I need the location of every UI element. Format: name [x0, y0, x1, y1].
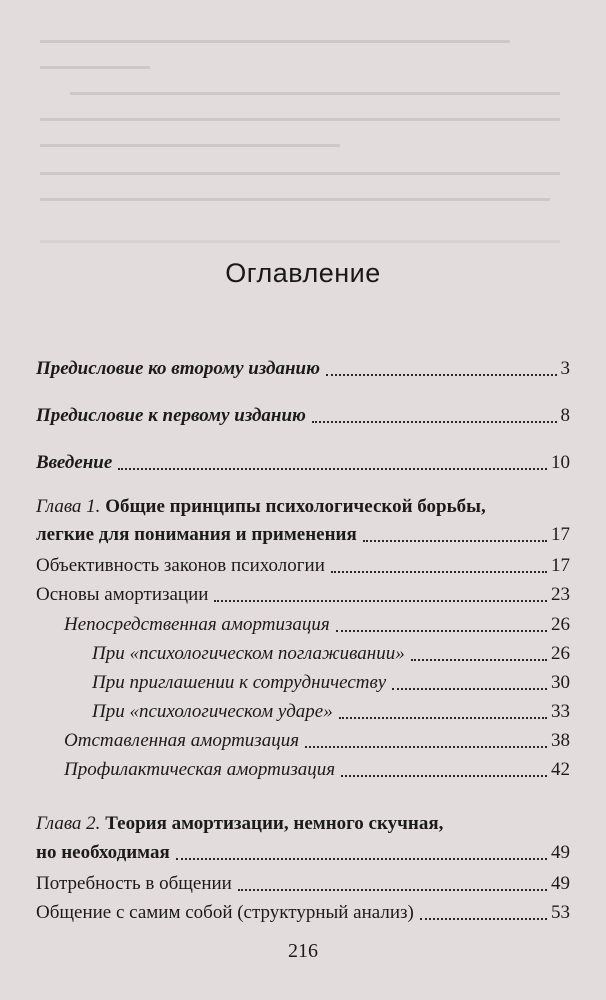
toc-page-number: 8 [560, 405, 570, 426]
toc-entry-title: Непосредственная амортизация [64, 614, 330, 635]
toc-page-number: 42 [551, 759, 570, 780]
toc-entry-direct[interactable] [0, 612, 606, 638]
toc-page-number: 49 [551, 842, 570, 863]
page-title: Оглавление [225, 258, 381, 288]
toc-page-number: 26 [551, 643, 570, 664]
toc-entry-communication[interactable] [0, 871, 606, 897]
toc-entry-blow[interactable] [0, 699, 606, 725]
leader-dots [392, 688, 547, 690]
toc-entry-self[interactable] [0, 900, 606, 926]
toc-entry-basics[interactable] [0, 582, 606, 608]
toc-chapter1-heading[interactable] [36, 494, 486, 520]
toc-entry-preface-first[interactable] [0, 403, 606, 429]
toc-entry-title: Предисловие к первому изданию [36, 405, 306, 426]
toc-entry-chapter1[interactable] [0, 522, 606, 548]
toc-entry-title: Основы амортизации [36, 584, 209, 605]
toc-entry-title: При «психологическом ударе» [92, 701, 333, 722]
toc-page-number: 17 [551, 524, 570, 545]
toc-entry-introduction[interactable] [0, 450, 606, 476]
toc-page-number: 10 [551, 452, 570, 473]
show-through-text [0, 0, 606, 240]
leader-dots [363, 540, 547, 542]
toc-entry-title: Отставленная амортизация [64, 730, 300, 751]
leader-dots [341, 775, 547, 777]
toc-entry-title: Предисловие ко второму изданию [36, 358, 320, 379]
toc-entry-preface-second[interactable] [0, 356, 606, 382]
toc-page-number: 49 [551, 873, 570, 894]
chapter-title-line2: но необходимая [36, 842, 170, 863]
leader-dots [411, 659, 547, 661]
toc-entry-stroking[interactable] [0, 641, 606, 667]
toc-entry-chapter2[interactable] [0, 840, 606, 866]
leader-dots [176, 858, 547, 860]
toc-entry-title: Общение с самим собой (структурный анализ) [36, 902, 414, 923]
chapter-title-line1: Общие принципы психологической борьбы, [105, 496, 486, 517]
toc-page-number: 26 [551, 614, 570, 635]
leader-dots [118, 468, 547, 470]
leader-dots [238, 889, 547, 891]
toc-entry-title: Введение [36, 452, 113, 473]
leader-dots [305, 746, 547, 748]
toc-entry-title: При «психологическом поглаживании» [92, 643, 405, 664]
toc-entry-title: Потребность в общении [36, 873, 232, 894]
leader-dots [420, 918, 547, 920]
leader-dots [331, 571, 547, 573]
leader-dots [336, 630, 547, 632]
toc-page-number: 17 [551, 555, 570, 576]
toc-entry-preventive[interactable] [0, 757, 606, 783]
toc-chapter2-heading[interactable] [36, 811, 443, 837]
leader-dots [339, 717, 547, 719]
page-number: 216 [288, 940, 318, 962]
toc-entry-objectivity[interactable] [0, 553, 606, 579]
chapter-title-line1: Теория амортизации, немного скучная, [105, 813, 444, 834]
toc-entry-cooperation[interactable] [0, 670, 606, 696]
toc-entry-title: При приглашении к сотрудничеству [92, 672, 387, 693]
chapter-title-line2: легкие для понимания и применения [36, 524, 357, 545]
toc-page-number: 33 [551, 701, 570, 722]
chapter-label: Глава 2. [36, 813, 101, 834]
toc-entry-title: Объективность законов психологии [36, 555, 325, 576]
leader-dots [326, 374, 557, 376]
leader-dots [312, 421, 557, 423]
leader-dots [214, 600, 547, 602]
toc-page-number: 3 [560, 358, 570, 379]
toc-entry-delayed[interactable] [0, 728, 606, 754]
toc-page-number: 23 [551, 584, 570, 605]
toc-page-number: 53 [551, 902, 570, 923]
toc-page-number: 30 [551, 672, 570, 693]
chapter-label: Глава 1. [36, 496, 101, 517]
toc-page-number: 38 [551, 730, 570, 751]
toc-entry-title: Профилактическая амортизация [64, 759, 336, 780]
